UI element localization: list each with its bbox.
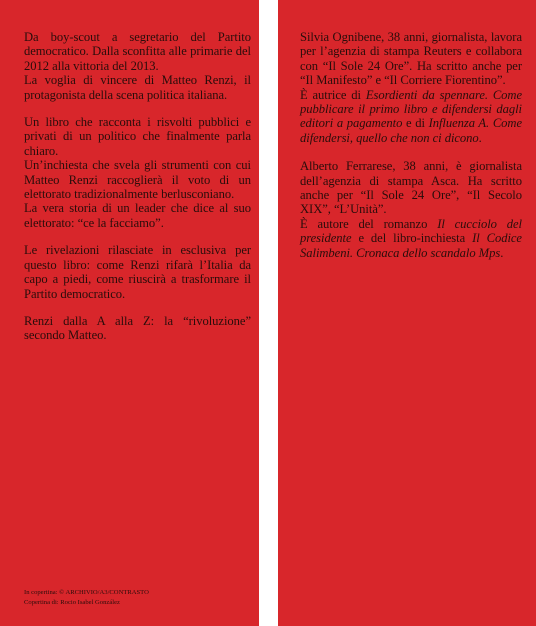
silvia-book-title-1: Esordienti da spennare. Come pubblicare il primo libro e difendersi dagli editori a pagamento	[300, 87, 523, 131]
alberto-book-title-2: Il Codice Salimbeni. Cronaca dello scandalo Mps	[300, 231, 522, 260]
alberto-book-title-1: Il cucciolo del presidente	[300, 216, 522, 246]
left-paragraph-3: Un libro che racconta i risvolti pubblici e privati di un politico che finalmente parla chiaro.	[24, 115, 251, 158]
alberto-books-end: .	[500, 245, 504, 260]
left-paragraph-5: La vera storia di un leader che dice al suo elettorato: “ce la facciamo”.	[24, 201, 251, 230]
left-flap	[0, 0, 259, 626]
left-paragraph-7: Renzi dalla A alla Z: la “rivoluzione” secondo Matteo.	[24, 313, 251, 343]
silvia-books	[300, 88, 522, 146]
right-flap	[278, 0, 536, 626]
cover-credits	[24, 588, 149, 607]
alberto-books-prefix: È autore del romanzo	[300, 216, 438, 231]
left-paragraph-1: Da boy-scout a segretario del Partito democratico. Dalla sconfitta alle primarie del 2012 alla vittoria del 2013.	[24, 30, 251, 73]
silvia-book-title-2: Influenza A. Come difendersi, quello che non ci dicono	[300, 116, 523, 145]
left-paragraph-6: Le rivelazioni rilasciate in esclusiva per questo libro: come Renzi rifarà l’Italia da capo a piedi, come riuscirà a trasformare il Partito democratico.	[24, 243, 251, 301]
silvia-books-mid: e di	[402, 116, 429, 131]
alberto-bio: Alberto Ferrarese, 38 anni, è giornalista dell’agenzia di stampa Asca. Ha scritto anche per “Il Sole 24 Ore”, “Il Secolo XIX”, “L’Unità”.	[300, 159, 522, 217]
left-paragraph-2: La voglia di vincere di Matteo Renzi, il protagonista della scena politica italiana.	[24, 73, 251, 102]
alberto-books-mid: e del libro-inchiesta	[351, 231, 473, 246]
silvia-books-end: .	[478, 130, 482, 145]
silvia-bio: Silvia Ognibene, 38 anni, giornalista, lavora per l’agenzia di stampa Reuters e collabora con “Il Sole 24 Ore”. Ha scritto anche per “Il Manifesto” e “Il Corriere Fiorentino”.	[300, 30, 522, 88]
credit-cover-photo: In copertina: © ARCHIVIO/A3/CONTRASTO	[24, 589, 149, 596]
alberto-books	[300, 217, 522, 260]
left-paragraph-4: Un’inchiesta che svela gli strumenti con cui Matteo Renzi raccoglierà il voto di un elettorato tradizionalmente berlusconiano.	[24, 158, 251, 202]
credit-cover-design: Copertina di: Rocio Isabel González	[24, 598, 120, 606]
silvia-books-prefix: È autrice di	[300, 87, 366, 102]
